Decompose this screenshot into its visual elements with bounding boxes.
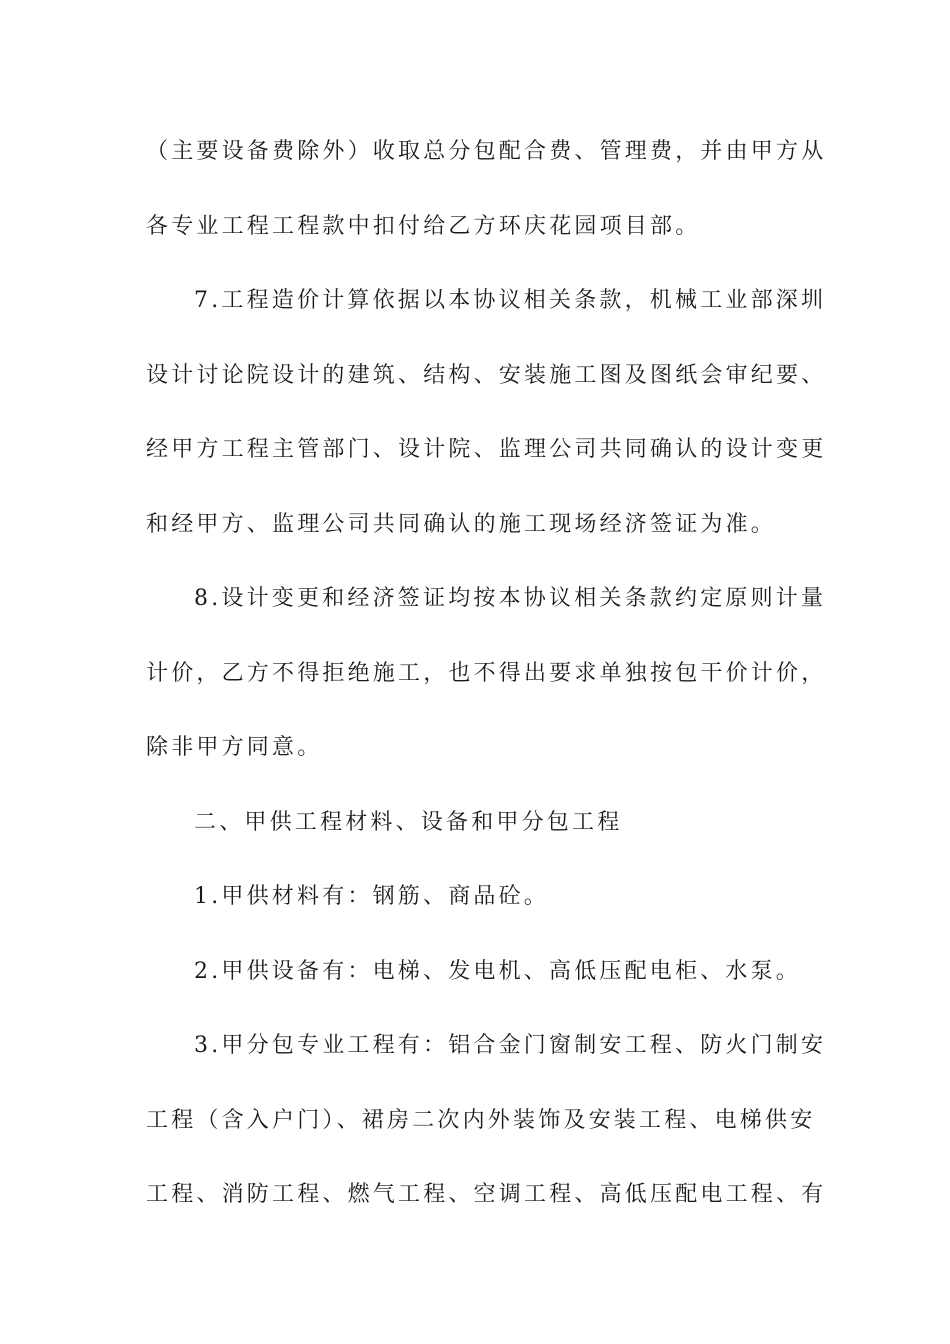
clause-2-line: 2.甲供设备有：电梯、发电机、高低压配电柜、水泵。 — [194, 958, 801, 984]
clause-1-line: 1.甲供材料有：钢筋、商品砼。 — [194, 884, 549, 909]
text-line: 和经甲方、监理公司共同确认的施工现场经济签证为准。 — [146, 511, 777, 537]
text-line: 工程（含入户门）、裙房二次内外装饰及安装工程、电梯供安 — [146, 1107, 816, 1133]
text-line: 计价，乙方不得拒绝施工，也不得出要求单独按包干价计价， — [146, 660, 827, 686]
text-line: 除非甲方同意。 — [146, 735, 323, 760]
text-line: （主要设备费除外）收取总分包配合费、管理费，并由甲方从 — [146, 139, 827, 164]
document-body — [146, 130, 827, 1248]
text-line: 经甲方工程主管部门、设计院、监理公司共同确认的设计变更 — [146, 437, 827, 462]
text-line: 工程、消防工程、燃气工程、空调工程、高低压配电工程、有 — [146, 1182, 827, 1207]
text-line: 各专业工程工程款中扣付给乙方环庆花园项目部。 — [146, 213, 701, 239]
clause-7-line: 7.工程造价计算依据以本协议相关条款，机械工业部深圳 — [194, 288, 827, 313]
text-line: 设计讨论院设计的建筑、结构、安装施工图及图纸会审纪要、 — [146, 362, 827, 388]
clause-3-line: 3.甲分包专业工程有：铝合金门窗制安工程、防火门制安 — [194, 1033, 827, 1058]
clause-8-line: 8.设计变更和经济签证均按本协议相关条款约定原则计量 — [194, 586, 827, 611]
section-heading: 二、甲供工程材料、设备和甲分包工程 — [194, 809, 623, 835]
